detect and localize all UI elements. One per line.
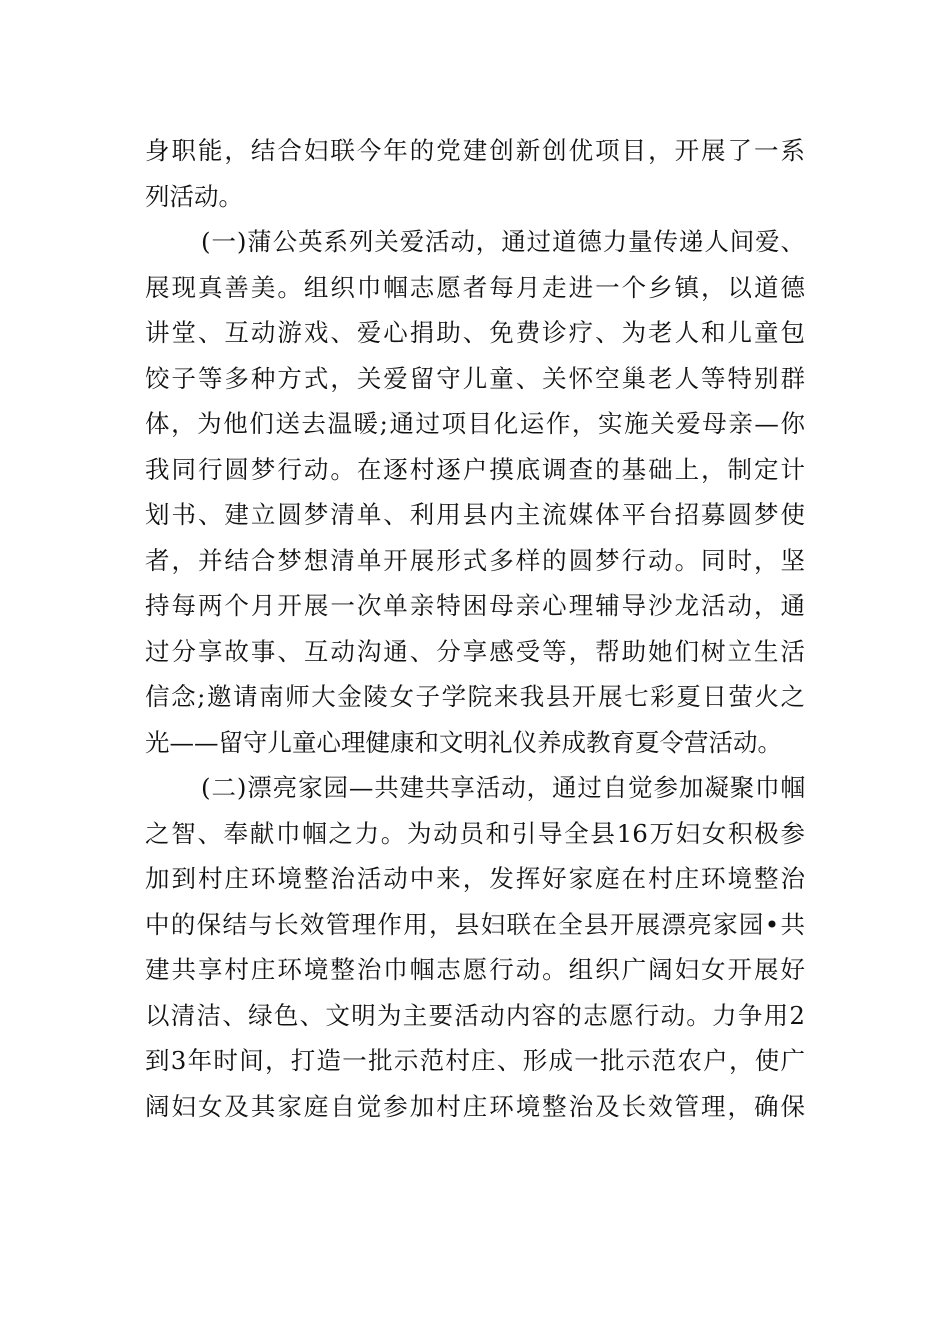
text-line: 阔妇女及其家庭自觉参加村庄环境整治及长效管理，确保 bbox=[145, 1091, 805, 1121]
text-line: 体，为他们送去温暖;通过项目化运作，实施关爱母亲—你 bbox=[145, 409, 805, 438]
text-line: 到3年时间，打造一批示范村庄、形成一批示范农户，使广 bbox=[145, 1046, 805, 1075]
text-line: 过分享故事、互动沟通、分享感受等，帮助她们树立生活 bbox=[145, 636, 805, 666]
text-line: 之智、奉献巾帼之力。为动员和引导全县16万妇女积极参 bbox=[145, 818, 805, 848]
text-line: 以清洁、绿色、文明为主要活动内容的志愿行动。力争用2 bbox=[145, 1000, 805, 1030]
text-line: 者，并结合梦想清单开展形式多样的圆梦行动。同时，坚 bbox=[145, 545, 805, 575]
text-line: 光——留守儿童心理健康和文明礼仪养成教育夏令营活动。 bbox=[145, 727, 782, 757]
text-line: 展现真善美。组织巾帼志愿者每月走进一个乡镇，以道德 bbox=[145, 272, 805, 302]
text-line: 持每两个月开展一次单亲特困母亲心理辅导沙龙活动，通 bbox=[145, 591, 805, 620]
text-line: 列活动。 bbox=[145, 181, 243, 211]
text-line: 饺子等多种方式，关爱留守儿童、关怀空巢老人等特别群 bbox=[145, 363, 805, 393]
text-line: 中的保结与长效管理作用，县妇联在全县开展漂亮家园•共 bbox=[145, 909, 805, 939]
text-line: 讲堂、互动游戏、爱心捐助、免费诊疗、为老人和儿童包 bbox=[145, 318, 805, 347]
body-text bbox=[145, 128, 805, 1129]
text-line: 建共享村庄环境整治巾帼志愿行动。组织广阔妇女开展好 bbox=[145, 955, 805, 984]
text-line: 加到村庄环境整治活动中来，发挥好家庭在村庄环境整治 bbox=[145, 864, 805, 893]
paragraph-start-line: (一)蒲公英系列关爱活动，通过道德力量传递人间爱、 bbox=[201, 227, 805, 256]
text-line: 身职能，结合妇联今年的党建创新创优项目，开展了一系 bbox=[145, 136, 805, 165]
text-line: 划书、建立圆梦清单、利用县内主流媒体平台招募圆梦使 bbox=[145, 500, 805, 529]
paragraph-start-line: (二)漂亮家园—共建共享活动，通过自觉参加凝聚巾帼 bbox=[201, 773, 805, 802]
text-line: 我同行圆梦行动。在逐村逐户摸底调查的基础上，制定计 bbox=[145, 454, 805, 484]
text-line: 信念;邀请南师大金陵女子学院来我县开展七彩夏日萤火之 bbox=[145, 682, 805, 711]
